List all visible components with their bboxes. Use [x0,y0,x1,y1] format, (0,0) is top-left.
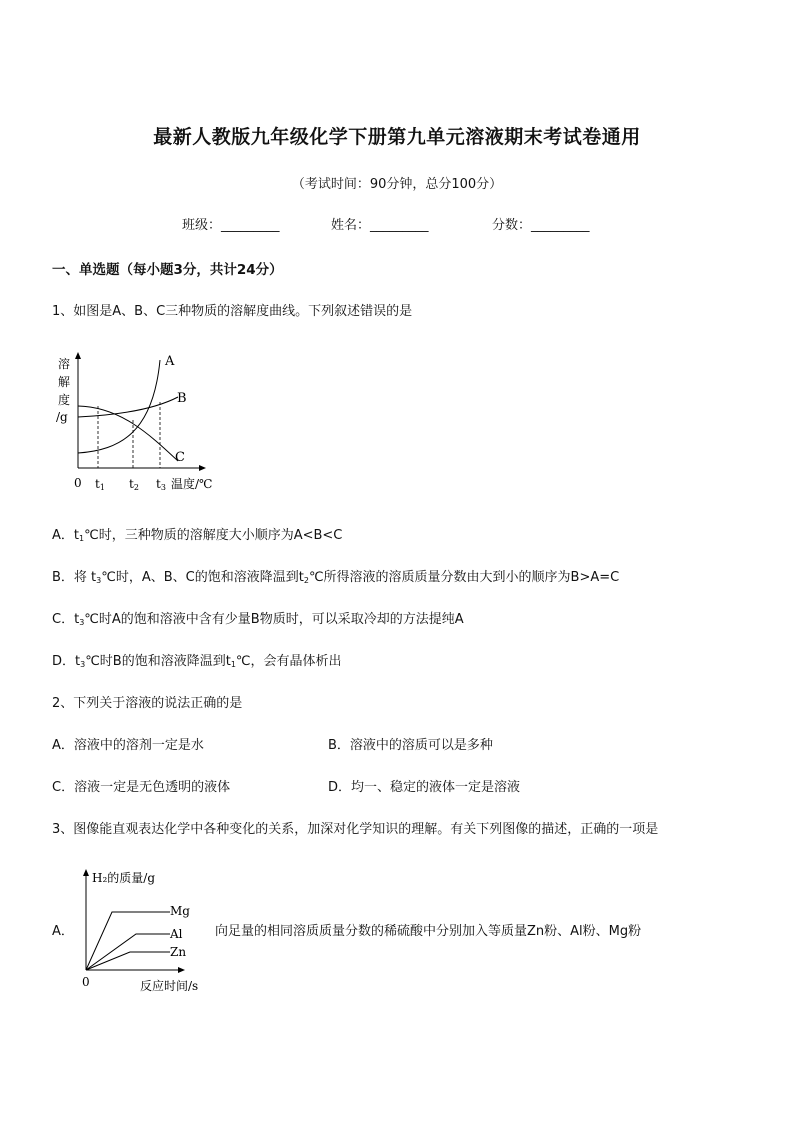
exam-subtitle: （考试时间：90分钟，总分100分） [291,177,503,192]
label-mg: Mg [170,904,190,918]
label-c: C [175,450,185,465]
y-label-4: /g [56,410,68,424]
q2-option-d[interactable]: D．均一、稳定的液体一定是溶液 [328,780,521,795]
q1-option-c[interactable]: C．$t_3℃$时A的饱和溶液中含有少量B物质时，可以采取冷却的方法提纯A [52,612,464,627]
curve-a [78,360,160,453]
name-blank: _________ [370,218,429,233]
curve-c [78,406,178,461]
q2-stem: 2、下列关于溶液的说法正确的是 [52,696,243,711]
y-label-1: 溶 [58,357,71,371]
q3-option-a-label[interactable]: A． [52,924,74,939]
q1-stem: 1、如图是A、B、C三种物质的溶解度曲线。下列叙述错误的是 [52,304,413,319]
q1-solubility-chart [50,345,230,495]
label-b: B [177,391,187,406]
score-blank: _________ [531,218,590,233]
section-heading: 一、单选题（每小题3分，共计24分） [52,262,283,278]
score-label: 分数： [492,218,532,233]
q3-option-a-text: 向足量的相同溶质质量分数的稀硫酸中分别加入等质量Zn粉、Al粉、Mg粉 [215,924,642,939]
label-al: Al [170,927,183,941]
name-field [331,214,429,233]
page-title: 最新人教版九年级化学下册第九单元溶液期末考试卷通用 [153,126,641,148]
y-label-2: 解 [58,375,71,389]
curve-b [78,397,178,417]
label-zn: Zn [170,945,187,959]
q1-option-a[interactable]: A．$t_1℃$时，三种物质的溶解度大小顺序为A<B<C [52,528,343,543]
tick-t1: t1 [95,477,105,492]
q2-option-b[interactable]: B．溶液中的溶质可以是多种 [328,738,493,753]
q2-option-c[interactable]: C．溶液一定是无色透明的液体 [52,780,231,795]
label-a: A [165,354,175,369]
q3-hydrogen-chart [74,866,214,994]
q2-option-a[interactable]: A．溶液中的溶剂一定是水 [52,738,204,753]
class-label: 班级： [182,218,222,233]
h2-origin: 0 [82,975,90,989]
origin-label: 0 [74,476,82,490]
tick-t2: t2 [129,477,139,492]
h2-y-label: H₂的质量/g [92,871,156,885]
y-label-3: 度 [58,393,71,407]
q1-option-d[interactable]: D．$t_3℃$时B的饱和溶液降温到$t_1℃$，会有晶体析出 [52,654,342,669]
h2-x-label: 反应时间/s [140,979,199,993]
tick-t3: t3 [156,477,166,492]
q1-option-b[interactable]: B．将 $t_3℃$时，A、B、C的饱和溶液降温到$t_2℃$所得溶液的溶质质量分数由大到小的顺序为B>A=C [52,570,620,585]
class-field [182,214,280,233]
x-axis-label: 温度/℃ [171,477,213,491]
score-field [492,214,590,233]
q3-stem: 3、图像能直观表达化学中各种变化的关系，加深对化学知识的理解。有关下列图像的描述，正确的一项是 [52,822,659,837]
class-blank: _________ [221,218,280,233]
name-label: 姓名： [331,218,371,233]
